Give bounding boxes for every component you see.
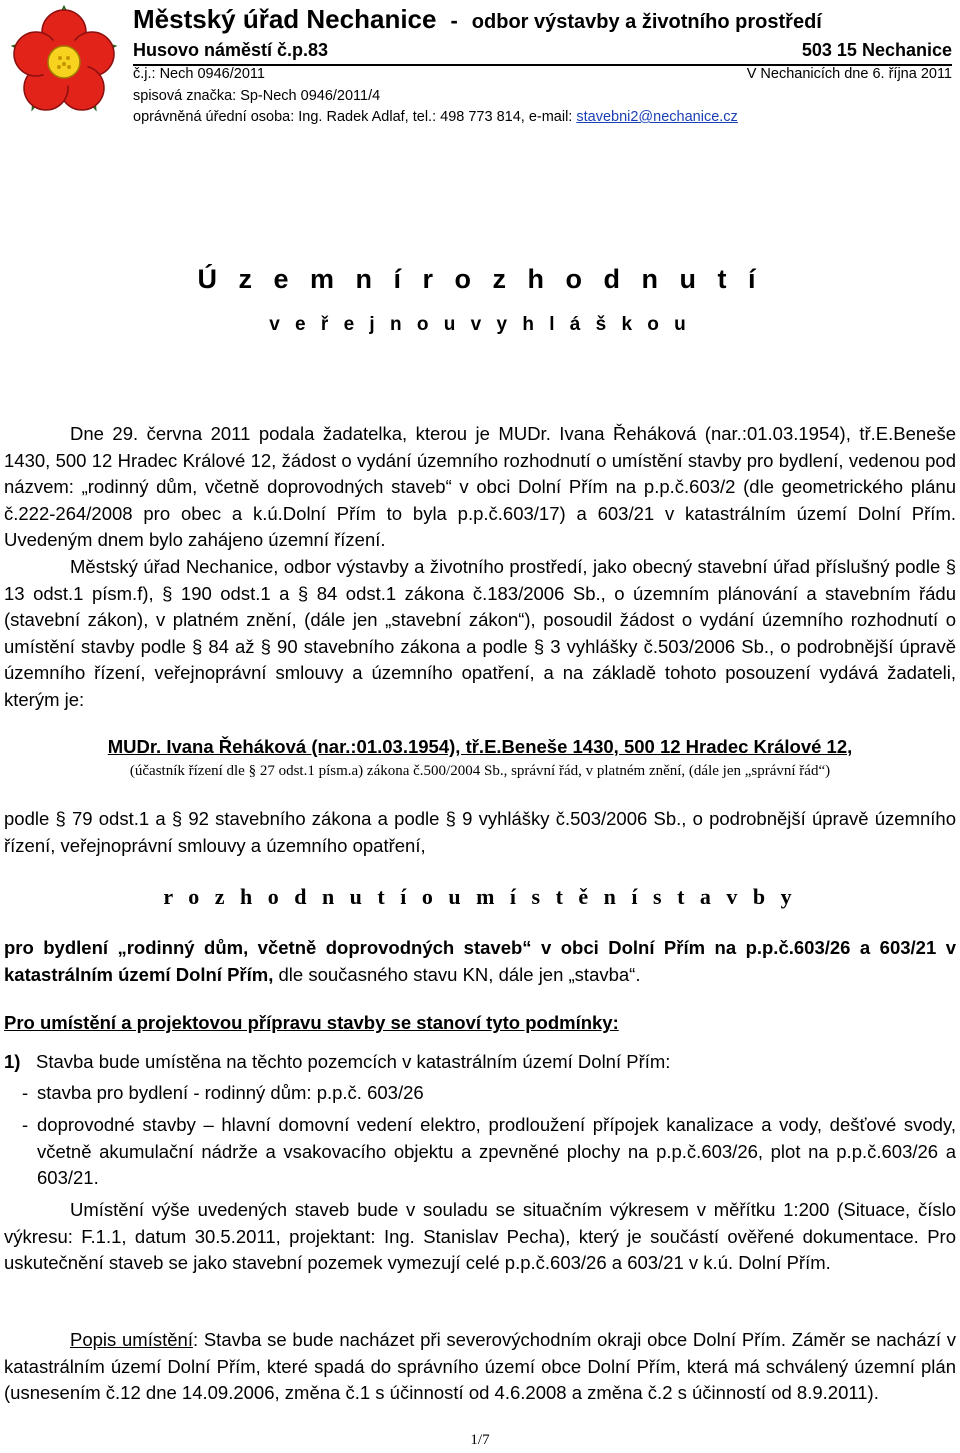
location-text: : Stavba se bude nacházet při severovýchodním okraji obce Dolní Přím. Záměr se nachází v katastrálním území Dolní Přím, které spadá do správního území obce Dolní Přím, která má schválený územní plán (usnesením č.12 dne 14.09.2006, změna č.1 s účinností od 4.6.2008 a změna č.2 s účinností od 8.9.2011). [4, 1329, 956, 1404]
paragraph-decision-subject [4, 935, 956, 988]
address-city: 503 15 Nechanice [801, 40, 952, 60]
paragraph-application: Dne 29. června 2011 podala žadatelka, kterou je MUDr. Ivana Řeháková (nar.:01.03.1954), tř.E.Beneše 1430, 500 12 Hradec Králové 12, žádost o vydání územního rozhodnutí o umístění stavby pro bydlení, vedenou pod názvem: „rodinný dům, včetně doprovodných staveb“ v obci Dolní Přím na p.p.č.603/2 (dle geometrického plánu č.222-264/2008 pro obec a k.ú.Dolní Přím to byla p.p.č.603/17) a 603/21 v katastrálním území Dolní Přím. Uvedeným dnem bylo zahájeno územní řízení. [4, 423, 956, 551]
intro-paragraphs [4, 421, 956, 714]
condition-number: 1) [4, 1051, 21, 1072]
paragraph-location-description [4, 1327, 956, 1407]
decision-subject-bold: pro bydlení „rodinný dům, včetně doprovodných staveb“ v obci Dolní Přím na p.p.č.603/26 a 603/21 v katastrálním území Dolní Přím, [4, 937, 956, 985]
page-number: 1/7 [470, 1432, 490, 1448]
document-subtitle: v e ř e j n o u v y h l á š k o u [269, 314, 691, 335]
office-address [133, 40, 952, 66]
decision-subject-rest: dle současného stavu KN, dále jen „stavba“. [273, 963, 641, 985]
list-item [22, 1112, 956, 1192]
header-dash: - [450, 8, 458, 33]
site-plan-text: Umístění výše uvedených staveb bude v souladu se situačním výkresem v měřítku 1:200 (Situace, číslo výkresu: F.1.1, datum 30.5.2011, projektant: Ing. Stanislav Pecha), který je součástí ověřené dokumentace. Pro uskutečnění staveb se jako stavební pozemek vymezují celé p.p.č.603/26 a 603/21 v k.ú. Dolní Přím. [4, 1199, 956, 1274]
issue-date: V Nechanicích dne 6. října 2011 [746, 66, 952, 82]
paragraph-authority: Městský úřad Nechanice, odbor výstavby a životního prostředí, jako obecný stavební úřad příslušný podle § 13 odst.1 písm.f), § 190 odst.1 a § 84 odst.1 zákona č.183/2006 Sb., o územním plánování a stavebním řádu (stavební zákon), v platném znění, (dále jen „stavební zákon“), posoudil žádost o vydání územního rozhodnutí o umístění stavby podle § 84 až § 90 stavebního zákona a podle § 3 vyhlášky č.503/2006 Sb., o podrobnější úpravě územního řízení, veřejnoprávní smlouvy a územního opatření, a na základě tohoto posouzení vydává žadateli, kterým je: [4, 555, 956, 710]
applicant-name: MUDr. Ivana Řeháková (nar.:01.03.1954), tř.E.Beneše 1430, 500 12 Hradec Králové 12, [107, 736, 853, 757]
officer-contact: oprávněná úřední osoba: Ing. Radek Adlaf, tel.: 498 773 814, e-mail: [133, 109, 577, 125]
department-name: odbor výstavby a životního prostředí [471, 11, 822, 33]
paragraph-legal-basis: podle § 79 odst.1 a § 92 stavebního zákona a podle § 9 vyhlášky č.503/2006 Sb., o podrobnější úpravě územního řízení, veřejnoprávní smlouvy a územního opatření, [4, 808, 956, 856]
decision-heading: r o z h o d n u t í o u m í s t ě n í s t a v b y [163, 884, 797, 909]
address-street: Husovo náměstí č.p.83 [133, 40, 329, 60]
officer-line [133, 109, 952, 129]
document-title: Ú z e m n í r o z h o d n u t í [197, 264, 763, 294]
file-mark: spisová značka: Sp-Nech 0946/2011/4 [133, 88, 381, 104]
applicant-note: (účastník řízení dle § 27 odst.1 písm.a) zákona č.500/2004 Sb., správní řád, v platném znění, (dále jen „správní řád“) [129, 763, 831, 779]
list-item-text: doprovodné stavby – hlavní domovní vedení elektro, prodloužení přípojek kanalizace a vody, dešťové svody, včetně akumulační nádrže a vsakovacího objektu a zpevněné plochy na p.p.č.603/26, plot na p.p.č.603/26 a 603/21. [37, 1114, 956, 1189]
list-dash: - [22, 1114, 29, 1135]
conditions-heading: Pro umístění a projektovou přípravu stavby se stanoví tyto podmínky: [4, 1012, 619, 1033]
office-header [133, 4, 952, 38]
office-name: Městský úřad Nechanice [133, 4, 437, 34]
location-label: Popis umístění [70, 1329, 193, 1350]
list-item [22, 1080, 956, 1107]
list-item-text: stavba pro bydlení - rodinný dům: p.p.č. 603/26 [37, 1082, 424, 1103]
location-description-text [4, 1327, 956, 1407]
ref-number: č.j.: Nech 0946/2011 [133, 66, 265, 82]
condition-text: Stavba bude umístěna na těchto pozemcích v katastrálním území Dolní Přím: [36, 1051, 671, 1072]
ref-line [133, 66, 952, 86]
officer-email-link[interactable]: stavebni2@nechanice.cz [576, 109, 738, 125]
town-coat-of-arms-rose-icon [4, 2, 124, 120]
condition-item-1 [4, 1049, 956, 1076]
list-dash: - [22, 1082, 29, 1103]
paragraph-site-plan [4, 1197, 956, 1277]
